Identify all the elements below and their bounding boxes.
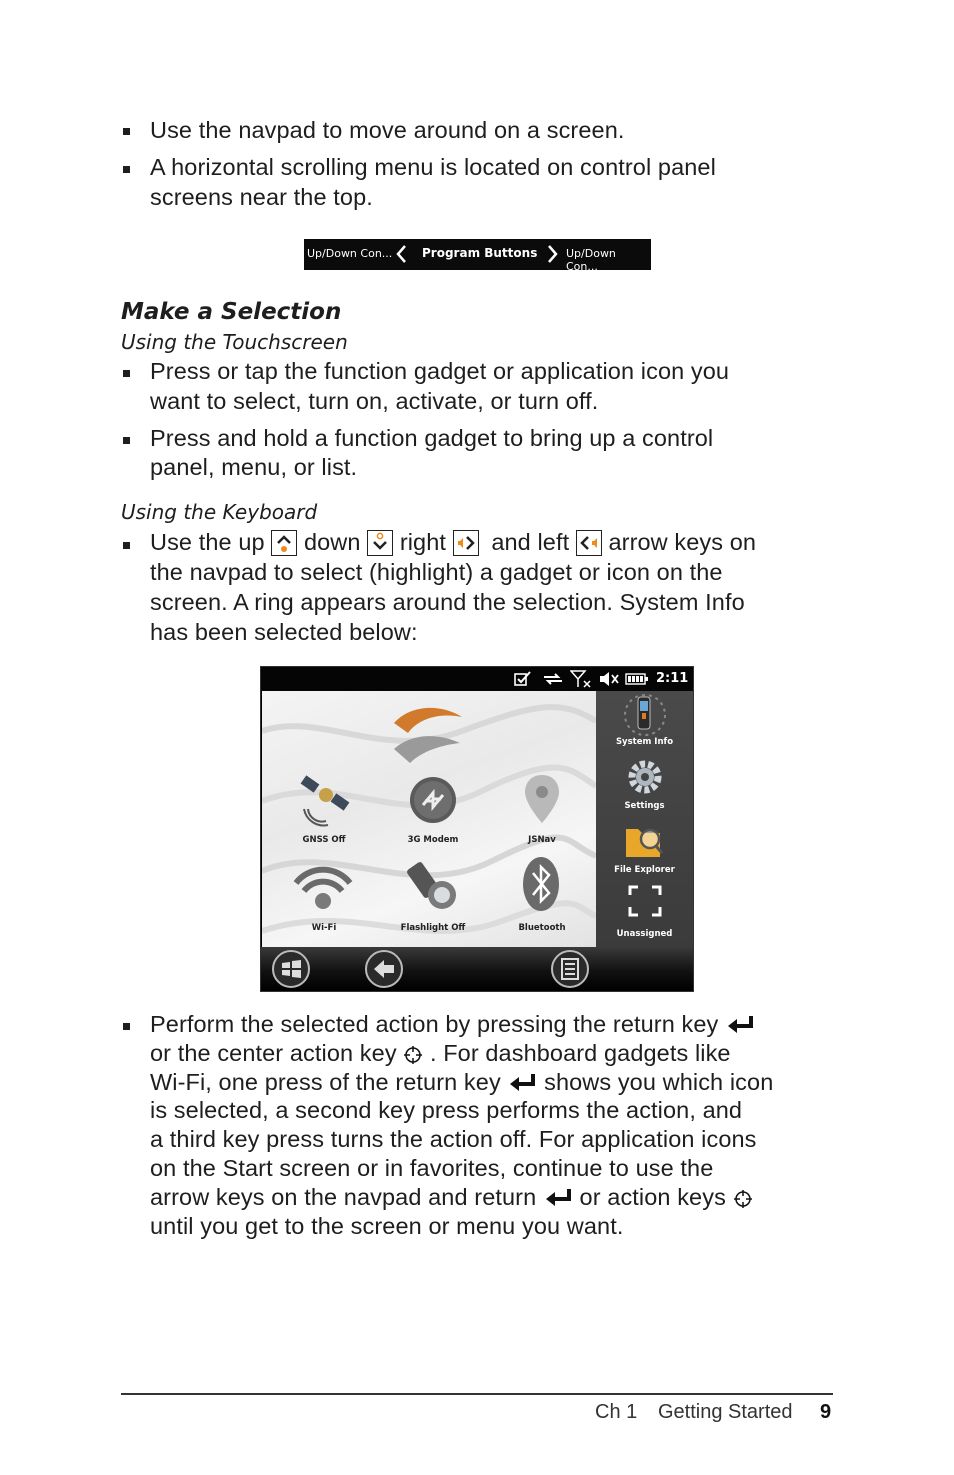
bullet-marker (123, 1023, 130, 1030)
perform-text-2a: or the center action key (150, 1040, 397, 1066)
touch-bullet-2-line2: panel, menu, or list. (150, 454, 358, 480)
action-key-icon (733, 1189, 753, 1209)
bullet-scroll-menu-line2: screens near the top. (150, 184, 373, 210)
text-down: down (303, 529, 361, 555)
left-arrow-key-icon (576, 530, 602, 556)
perform-line7 (150, 1183, 753, 1213)
sidebar-label-settings: Settings (624, 801, 665, 811)
windows-start-icon[interactable] (271, 949, 311, 989)
chevron-left-icon[interactable] (395, 244, 407, 264)
perform-text-7a: arrow keys on the navpad and return (150, 1184, 537, 1210)
favorites-sidebar (596, 691, 693, 947)
bullet-marker (123, 128, 130, 135)
text-use-the-up: Use the up (150, 529, 265, 555)
footer-rule (121, 1393, 833, 1395)
bullet-scroll-menu-line1: A horizontal scrolling menu is located on control panel (150, 154, 716, 180)
flashlight-icon[interactable] (406, 857, 462, 915)
bullet-marker (123, 542, 130, 549)
text-and-left: and left (491, 529, 570, 555)
scroll-menu-right-item[interactable]: Up/Down Con... (566, 247, 616, 273)
gear-icon[interactable] (625, 757, 665, 797)
text-right: right (399, 529, 447, 555)
satellite-icon[interactable] (300, 775, 352, 827)
perform-line3 (150, 1068, 773, 1098)
page-number: 9 (820, 1401, 832, 1423)
battery-icon (625, 673, 649, 685)
system-info-icon[interactable] (622, 693, 668, 737)
status-bar (261, 667, 693, 691)
scroll-menu-strip (304, 239, 651, 273)
device-screenshot (260, 666, 694, 992)
bullet-navpad: Use the navpad to move around on a screen. (150, 117, 625, 143)
section-title: Make a Selection (121, 299, 342, 325)
folder-search-icon[interactable] (624, 821, 666, 861)
perform-text-1: Perform the selected action by pressing the return key (150, 1011, 719, 1037)
gadget-label-gnss: GNSS Off (302, 835, 346, 845)
touch-bullet-1-line1: Press or tap the function gadget or application icon you (150, 358, 730, 384)
menu-list-icon[interactable] (550, 949, 590, 989)
bullet-marker (123, 370, 130, 377)
brand-logo-icon (390, 703, 466, 765)
up-arrow-key-icon (271, 530, 297, 556)
keyboard-bullet-line2: the navpad to select (highlight) a gadget or icon on the (150, 559, 723, 585)
clock-time: 2:11 (656, 671, 689, 686)
return-key-icon (543, 1187, 573, 1209)
bullet-marker (123, 166, 130, 173)
touch-bullet-1-line2: want to select, turn on, activate, or turn off. (150, 388, 599, 414)
speaker-mute-icon (598, 671, 620, 687)
perform-line1 (150, 1010, 755, 1040)
keyboard-bullet-line4: has been selected below: (150, 619, 418, 645)
perform-text-3b: shows you which icon (544, 1069, 774, 1095)
sidebar-label-file-explorer: File Explorer (614, 865, 675, 875)
modem-icon[interactable] (408, 775, 458, 825)
bluetooth-icon[interactable] (521, 855, 561, 913)
sidebar-label-system-info: System Info (615, 737, 674, 747)
return-key-icon (507, 1072, 537, 1094)
gadget-label-wifi: Wi-Fi (311, 923, 337, 933)
wifi-icon[interactable] (292, 861, 354, 911)
signal-off-icon (570, 670, 592, 688)
footer-chapter: Ch 1 (595, 1401, 638, 1423)
footer-title: Getting Started (658, 1401, 793, 1423)
keyboard-bullet-line1 (150, 528, 756, 558)
dashboard-area (262, 691, 596, 947)
gadget-label-bluetooth: Bluetooth (518, 923, 566, 933)
right-arrow-key-icon (453, 530, 479, 556)
return-key-icon (725, 1014, 755, 1036)
chevron-right-icon[interactable] (547, 244, 559, 264)
scroll-menu-left-item[interactable]: Up/Down Con... (307, 247, 393, 260)
perform-line6: on the Start screen or in favorites, continue to use the (150, 1155, 714, 1181)
touchscreen-subtitle: Using the Touchscreen (121, 330, 348, 354)
keyboard-bullet-line3: screen. A ring appears around the selection. System Info (150, 589, 745, 615)
scroll-menu-center-item[interactable]: Program Buttons (422, 246, 538, 260)
action-key-icon (403, 1045, 423, 1065)
perform-text-3a: Wi-Fi, one press of the return key (150, 1069, 501, 1095)
sync-arrows-icon (542, 671, 564, 687)
gadget-label-flashlight: Flashlight Off (400, 923, 466, 933)
perform-line8: until you get to the screen or menu you want. (150, 1213, 624, 1239)
bullet-marker (123, 437, 130, 444)
map-pin-icon[interactable] (522, 773, 562, 827)
perform-line2 (150, 1039, 731, 1069)
keyboard-subtitle: Using the Keyboard (121, 500, 318, 524)
gadget-label-jsnav: JSNav (528, 835, 556, 845)
gadget-label-3g-modem: 3G Modem (407, 835, 459, 845)
bottom-toolbar (261, 947, 693, 991)
perform-line5: a third key press turns the action off. For application icons (150, 1126, 757, 1152)
back-arrow-icon[interactable] (364, 949, 404, 989)
down-arrow-key-icon (367, 530, 393, 556)
perform-text-2b: . For dashboard gadgets like (429, 1040, 731, 1066)
touch-bullet-2-line1: Press and hold a function gadget to bring up a control (150, 425, 714, 451)
sidebar-label-unassigned: Unassigned (616, 929, 673, 939)
perform-text-7b: or action keys (579, 1184, 726, 1210)
unassigned-frame-icon[interactable] (628, 885, 662, 917)
perform-line4: is selected, a second key press performs the action, and (150, 1097, 743, 1123)
text-arrow-keys-on: arrow keys on (608, 529, 757, 555)
checkbox-status-icon (514, 671, 532, 687)
